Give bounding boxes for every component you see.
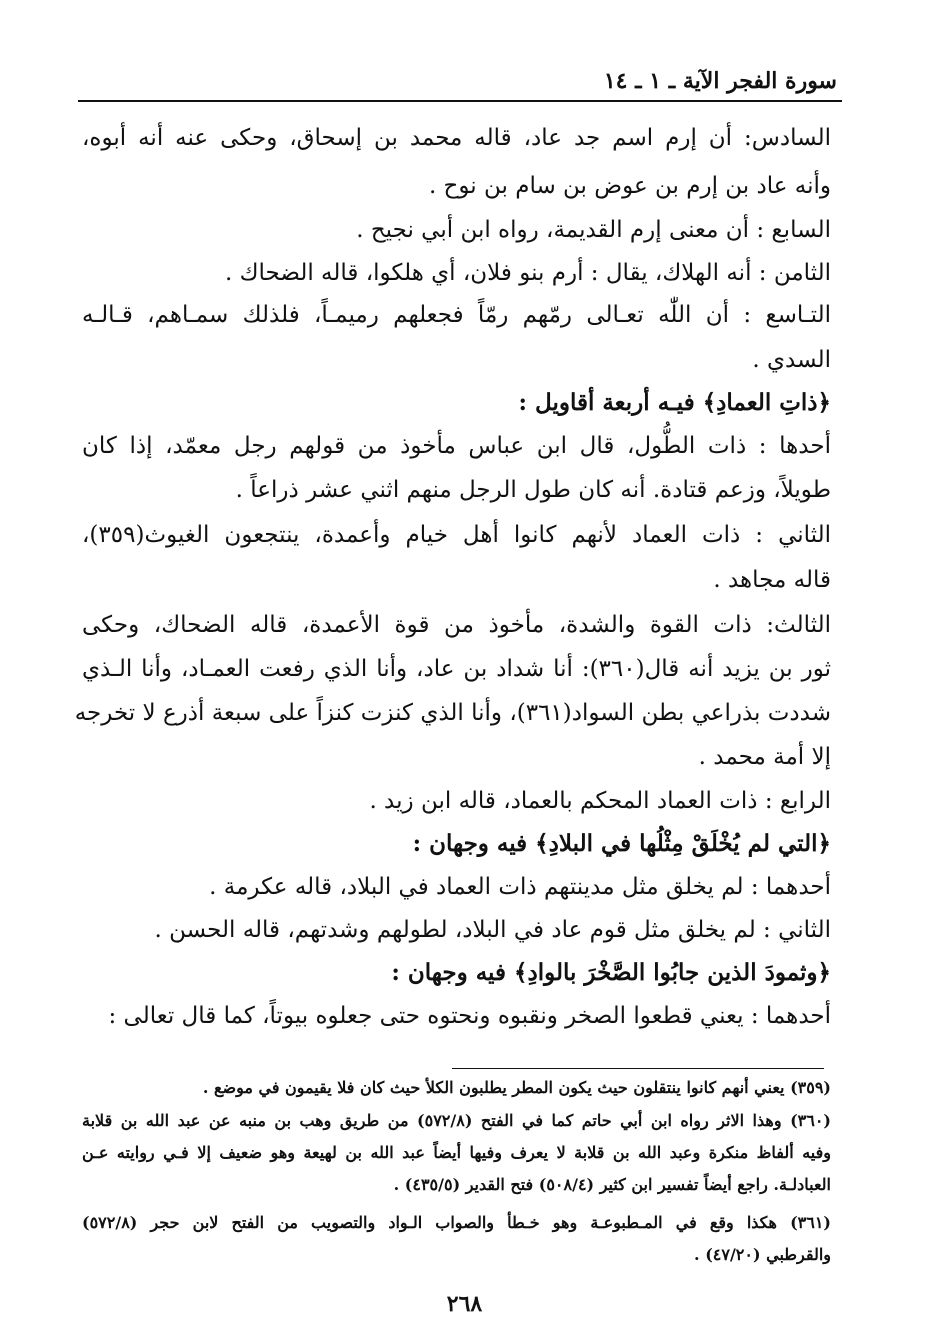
body-line: أحدها : ذات الطُّول، قال ابن عباس مأخوذ من قولهم رجل معمّد، إذا كان [82, 433, 831, 459]
body-line: ثور بن يزيد أنه قال(٣٦٠): أنا شداد بن عاد، وأنا الذي رفعت العمـاد، وأنا الـذي [82, 656, 831, 682]
body-line: أحدهما : لم يخلق مثل مدينتهم ذات العماد في البلاد، قاله عكرمة . [209, 874, 831, 900]
running-header: سورة الفجر الآية ـ ١ ـ ١٤ [603, 68, 837, 94]
footnote-line: وفيه ألفاظ منكرة وعبد الله بن قلابة لا يعرف وفيها أيضاً عبد الله بن لهيعة وهو ضعيف إلا فـي روايته عـن [82, 1143, 831, 1162]
header-rule [78, 100, 842, 102]
body-line: السابع : أن معنى إرم القديمة، رواه ابن أبي نجيح . [356, 217, 831, 243]
footnote-line: والقرطبي (٤٧/٢٠) . [694, 1245, 831, 1264]
body-line: التـاسع : أن اللّٰه تعـالى رمّهم رمّاً فجعلهم رميمـاً، فلذلك سمـاهم، قـالـه [82, 302, 831, 328]
quran-verse-line: ﴿وثمودَ الذين جابُوا الصَّخْرَ بالوادِ﴾ فيه وجهان : [391, 959, 831, 986]
body-line: قاله مجاهد . [713, 567, 831, 593]
body-line: الثاني : لم يخلق مثل قوم عاد في البلاد، لطولهم وشدتهم، قاله الحسن . [154, 917, 831, 943]
body-line: السادس: أن إرم اسم جد عاد، قاله محمد بن إسحاق، وحكى عنه أنه أبوه، [82, 125, 831, 151]
page-number: ٢٦٨ [446, 1291, 483, 1317]
body-line: الثاني : ذات العماد لأنهم كانوا أهل خيام وأعمدة، ينتجعون الغيوث(٣٥٩)، [82, 522, 831, 548]
body-line: وأنه عاد بن إرم بن عوض بن سام بن نوح . [428, 173, 831, 199]
footnote-line: (٣٦١) هكذا وقع في المـطبوعـة وهو خـطأ والصواب الـواد والتصويب من الفتح لابن حجر (٥٧٢/٨) [82, 1213, 831, 1232]
footnote-rule [452, 1068, 824, 1069]
footnote-line: (٣٦٠) وهذا الاثر رواه ابن أبي حاتم كما في الفتح (٥٧٢/٨) من طريق وهب بن منبه عن عبد الله بن قلابة [82, 1111, 831, 1130]
quran-verse-line: ﴿التي لم يُخْلَقْ مِثْلُها في البلادِ﴾ فيه وجهان : [412, 830, 831, 857]
body-line: الرابع : ذات العماد المحكم بالعماد، قاله ابن زيد . [369, 788, 831, 814]
body-line: الثالث: ذات القوة والشدة، مأخوذ من قوة الأعمدة، قاله الضحاك، وحكى [82, 612, 831, 638]
quran-verse-line: ﴿ذاتِ العمادِ﴾ فيـه أربعة أقاويل : [518, 389, 831, 416]
footnote-line: (٣٥٩) يعني أنهم كانوا ينتقلون حيث يكون المطر يطلبون الكلأ حيث كان فلا يقيمون في موضع . [202, 1078, 831, 1097]
footnote-line: العبادلـة. راجع أيضاً تفسير ابن كثير (٥٠٨/٤) فتح القدير (٤٣٥/٥) . [393, 1175, 831, 1194]
body-line: أحدهما : يعني قطعوا الصخر ونقبوه ونحتوه حتى جعلوه بيوتاً، كما قال تعالى : [108, 1003, 831, 1029]
body-line: السدي . [752, 347, 831, 373]
body-line: إلا أمة محمد . [698, 744, 831, 770]
body-line: طويلاً، وزعم قتادة. أنه كان طول الرجل منهم اثني عشر ذراعاً . [235, 477, 831, 503]
body-line: شددت بذراعي بطن السواد(٣٦١)، وأنا الذي كنزت كنزاً على سبعة أذرع لا تخرجه [74, 700, 831, 726]
body-line: الثامن : أنه الهلاك، يقال : أرم بنو فلان، أي هلكوا، قاله الضحاك . [224, 260, 831, 286]
